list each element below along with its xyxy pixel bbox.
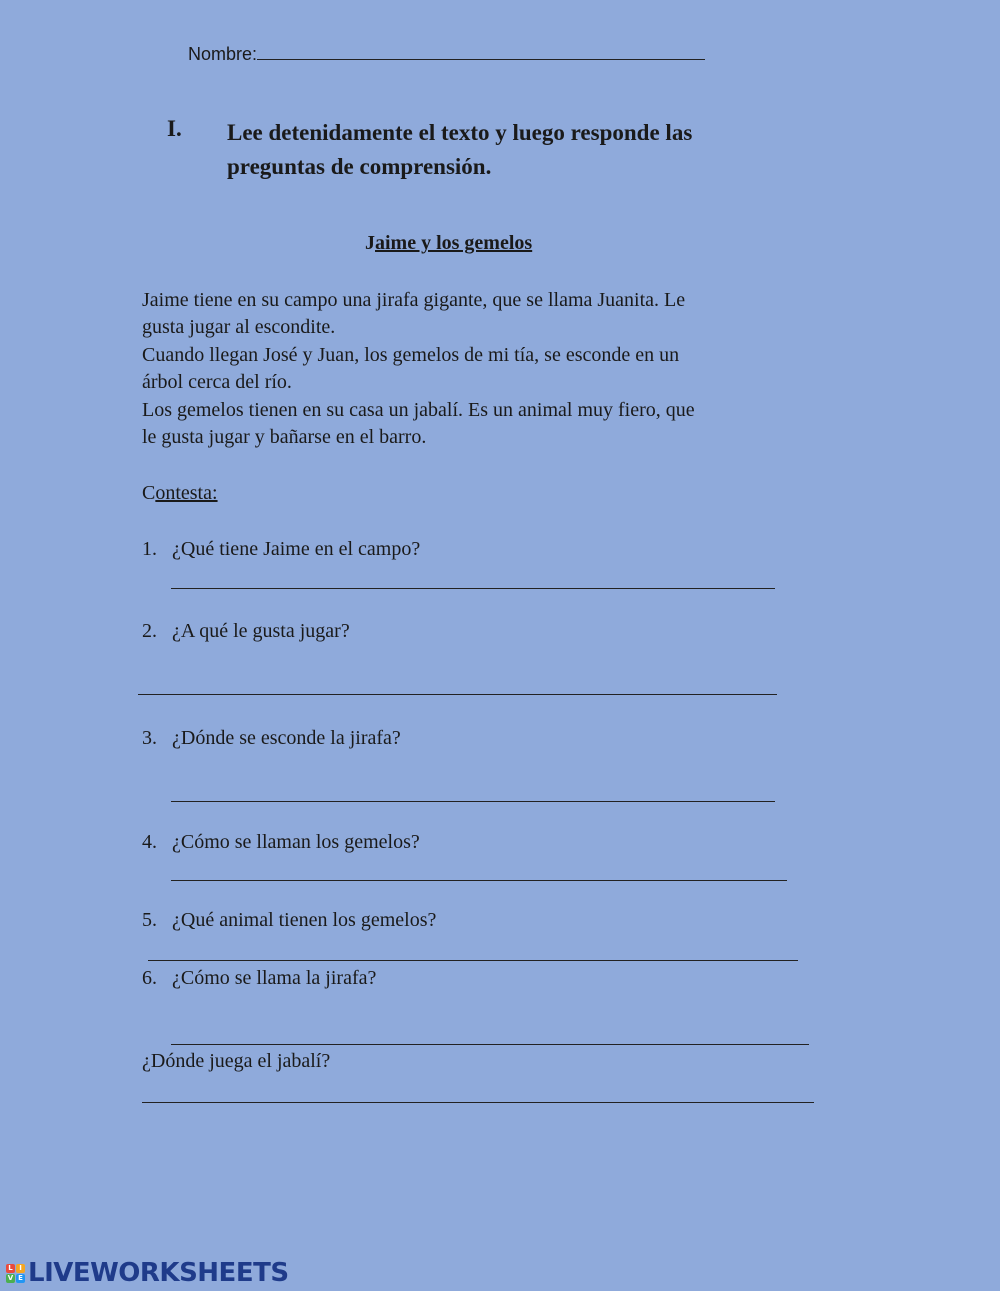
question-2 — [142, 620, 350, 643]
section-instruction: Lee detenidamente el texto y luego responde las preguntas de comprensión. — [227, 120, 693, 179]
liveworksheets-logo — [6, 1258, 289, 1288]
question-text: ¿Dónde juega el jabalí? — [142, 1050, 331, 1072]
answer-line-6[interactable] — [171, 1044, 809, 1045]
story-line: Jaime tiene en su campo una jirafa gigante, que se llama Juanita. Le — [142, 289, 686, 311]
brand-name: LIVEWORKSHEETS — [28, 1258, 289, 1288]
answer-line-7[interactable] — [142, 1102, 814, 1103]
story-title-first: J — [365, 232, 375, 254]
story-title — [365, 232, 532, 255]
question-number: 4. — [142, 831, 157, 853]
question-text: ¿Cómo se llama la jirafa? — [172, 967, 377, 989]
name-field[interactable] — [188, 43, 705, 65]
logo-tile: E — [16, 1274, 25, 1283]
contesta-rest: ontesta: — [155, 482, 218, 504]
answer-line-3[interactable] — [171, 801, 775, 802]
question-text: ¿Qué animal tienen los gemelos? — [172, 909, 437, 931]
logo-tile: V — [7, 1273, 14, 1282]
question-number: 1. — [142, 538, 157, 560]
question-3 — [142, 727, 401, 750]
answer-line-4[interactable] — [171, 880, 787, 881]
name-answer-line[interactable] — [257, 43, 705, 60]
question-5 — [142, 909, 436, 932]
question-text: ¿Qué tiene Jaime en el campo? — [172, 538, 421, 560]
logo-tile: L — [6, 1264, 15, 1273]
question-text: ¿A qué le gusta jugar? — [172, 620, 350, 642]
answer-line-1[interactable] — [171, 588, 775, 589]
question-number: 2. — [142, 620, 157, 642]
question-6 — [142, 967, 376, 990]
answer-line-5[interactable] — [148, 960, 798, 961]
story-line: Los gemelos tienen en su casa un jabalí. Es un animal muy fiero, que — [142, 399, 695, 421]
question-text: ¿Cómo se llaman los gemelos? — [172, 831, 420, 853]
contesta-first: C — [142, 482, 156, 504]
story-line: gusta jugar al escondite. — [142, 316, 336, 338]
question-1 — [142, 538, 420, 561]
question-number: 6. — [142, 967, 157, 989]
question-number: 5. — [142, 909, 157, 931]
story-line: le gusta jugar y bañarse en el barro. — [142, 426, 427, 448]
question-7 — [142, 1050, 330, 1073]
story-line: árbol cerca del río. — [142, 371, 292, 393]
question-number: 3. — [142, 727, 157, 749]
story-title-rest: aime y los gemelos — [375, 232, 533, 254]
answer-line-2[interactable] — [138, 694, 777, 695]
contesta-heading — [142, 482, 218, 505]
name-label: Nombre: — [188, 44, 258, 64]
question-4 — [142, 831, 420, 854]
logo-mark-icon — [6, 1264, 25, 1283]
question-text: ¿Dónde se esconde la jirafa? — [172, 727, 401, 749]
section-number: I. — [167, 116, 182, 141]
story-line: Cuando llegan José y Juan, los gemelos de mi tía, se esconde en un — [142, 344, 680, 366]
logo-tile: I — [16, 1264, 25, 1273]
